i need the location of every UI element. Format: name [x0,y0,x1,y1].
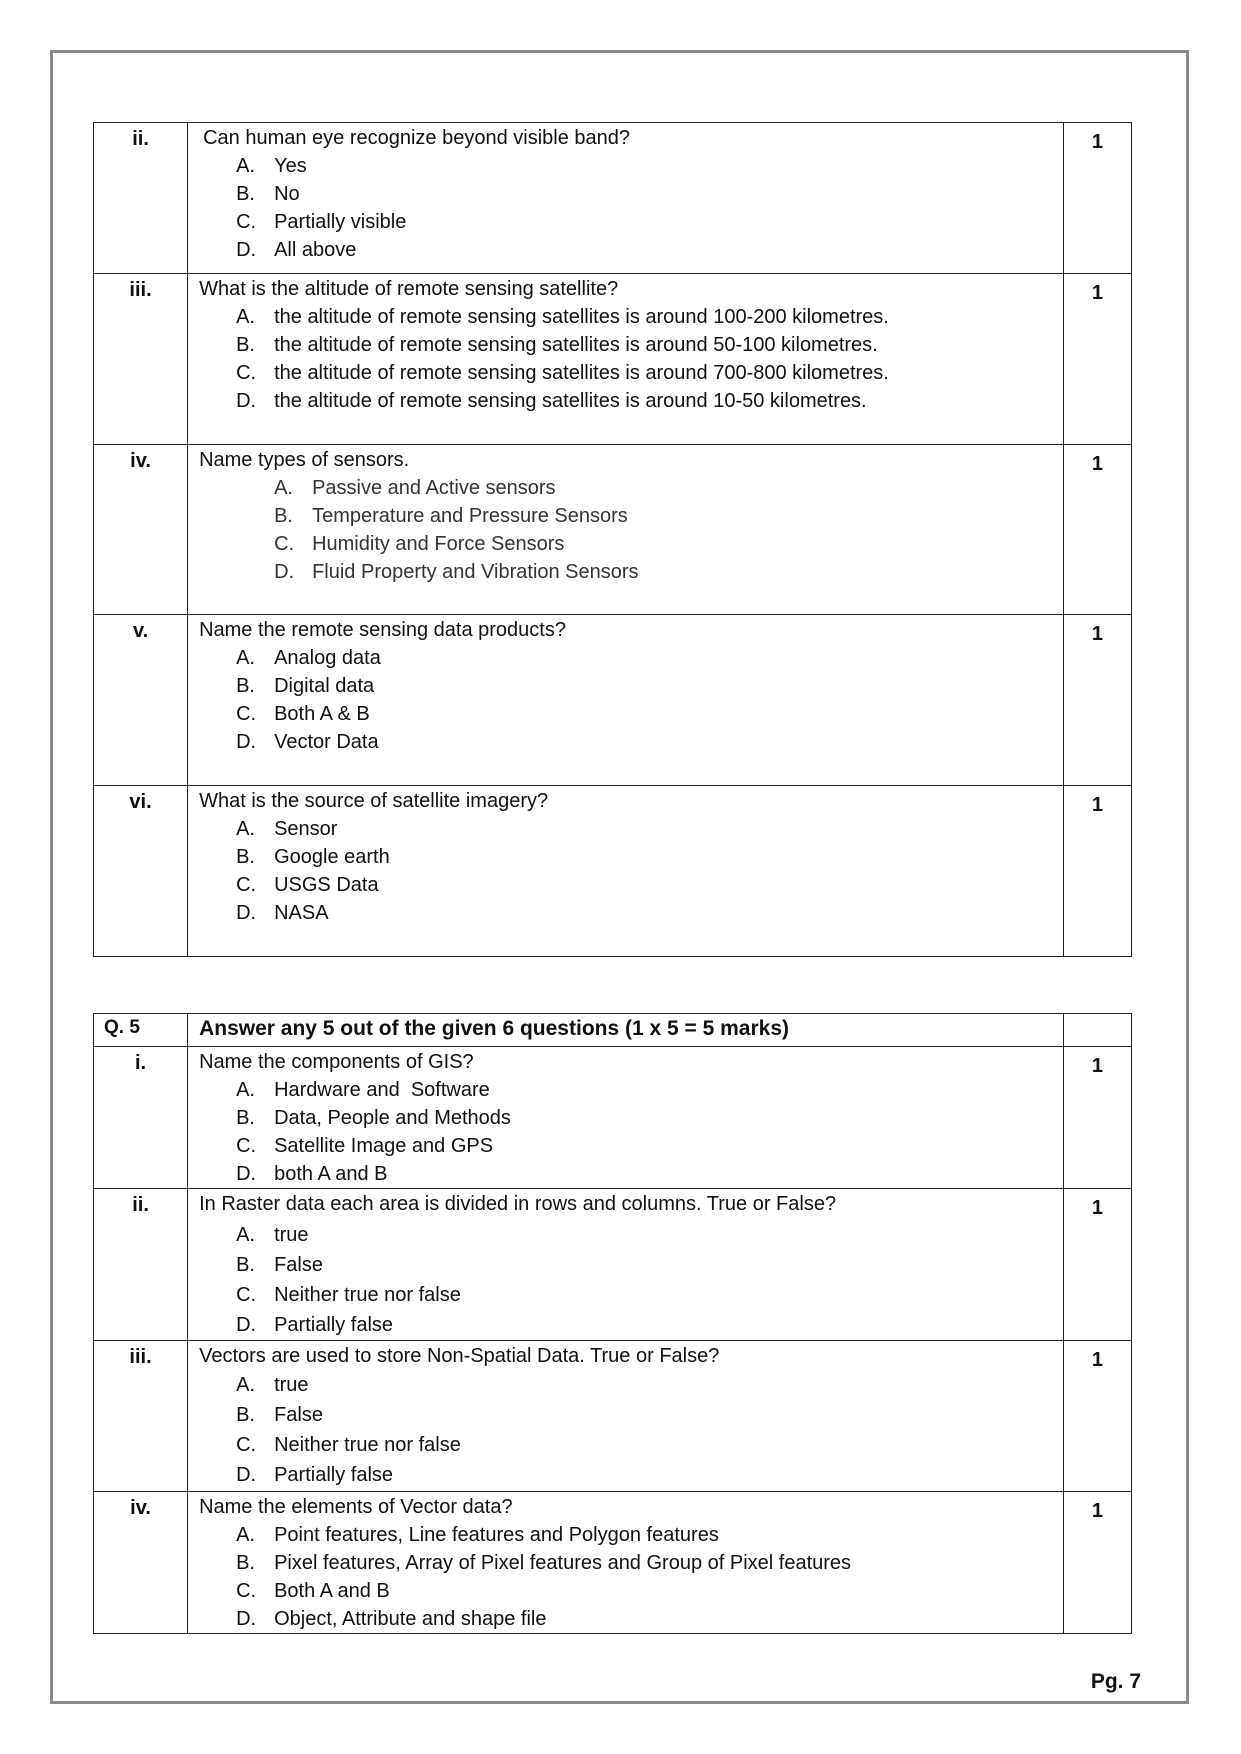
question-cell [188,786,1064,957]
option: B. Pixel features, Array of Pixel features and Group of Pixel features [236,1552,852,1574]
options-list [199,1521,1053,1633]
options-list [199,152,1053,264]
question-row [94,1492,1132,1634]
question-text: Can human eye recognize beyond visible band? [203,127,631,149]
option: C. Partially visible [236,211,407,233]
question-text: What is the source of satellite imagery? [199,790,549,812]
marks-cell: 1 [1063,445,1131,615]
option: B. Data, People and Methods [236,1107,511,1129]
option: A. Sensor [236,818,338,840]
question-text: Vectors are used to store Non-Spatial Data. True or False? [199,1345,720,1367]
option: C. USGS Data [236,874,379,896]
option: A. Passive and Active sensors [274,477,556,499]
question-text: What is the altitude of remote sensing satellite? [199,278,619,300]
question-row [94,123,1132,274]
marks-cell: 1 [1063,1492,1131,1634]
question-number: i. [94,1047,188,1189]
question-table-2 [93,1013,1132,1634]
options-list [199,1076,1053,1188]
question-row [94,1341,1132,1492]
option: B. the altitude of remote sensing satellites is around 50-100 kilometres. [236,334,878,356]
question-text: Name types of sensors. [199,449,410,471]
options-list [199,1370,1053,1490]
options-list [199,303,1053,415]
option: A. Hardware and Software [236,1079,490,1101]
question-table-1 [93,122,1132,957]
options-list [199,644,1053,756]
marks-cell: 1 [1063,274,1131,445]
option: C. Neither true nor false [236,1434,461,1456]
option: D. both A and B [236,1163,388,1185]
question-cell [188,1341,1064,1492]
option: D. Vector Data [236,731,379,753]
option: B. Google earth [236,846,390,868]
option: D. NASA [236,902,329,924]
option: B. No [236,183,300,205]
marks-cell: 1 [1063,615,1131,786]
option: C. Neither true nor false [236,1284,461,1306]
question-number: ii. [94,1189,188,1341]
option: B. False [236,1254,323,1276]
option: C. Humidity and Force Sensors [274,533,565,555]
question-number: iii. [94,1341,188,1492]
question-row [94,615,1132,786]
section-instruction: Answer any 5 out of the given 6 questions (1 x 5 = 5 marks) [188,1014,1064,1047]
question-number: vi. [94,786,188,957]
option: B. Temperature and Pressure Sensors [274,505,628,527]
option: A. Analog data [236,647,381,669]
question-row [94,274,1132,445]
option: A. true [236,1374,309,1396]
option: D. Partially false [236,1464,394,1486]
option: D. All above [236,239,357,261]
question-cell [188,1047,1064,1189]
question-row [94,1189,1132,1341]
question-number: ii. [94,123,188,274]
option: B. Digital data [236,675,375,697]
question-text: Name the elements of Vector data? [199,1496,513,1518]
question-cell [188,1189,1064,1341]
question-row [94,445,1132,615]
option: C. the altitude of remote sensing satellites is around 700-800 kilometres. [236,362,889,384]
marks-cell: 1 [1063,1341,1131,1492]
option: A. true [236,1224,309,1246]
option: A. the altitude of remote sensing satellites is around 100-200 kilometres. [236,306,889,328]
option: D. the altitude of remote sensing satellites is around 10-50 kilometres. [236,390,867,412]
question-cell [188,445,1064,615]
question-cell [188,274,1064,445]
section-header-row [94,1014,1132,1047]
question-row [94,786,1132,957]
question-number: iv. [94,445,188,615]
options-list [199,1218,1053,1340]
option: C. Satellite Image and GPS [236,1135,494,1157]
marks-cell [1063,1014,1131,1047]
question-text: Name the components of GIS? [199,1051,474,1073]
option: C. Both A & B [236,703,370,725]
question-number: iv. [94,1492,188,1634]
option: D. Fluid Property and Vibration Sensors [274,561,639,583]
option: A. Point features, Line features and Polygon features [236,1524,719,1546]
marks-cell: 1 [1063,786,1131,957]
question-cell [188,1492,1064,1634]
marks-cell: 1 [1063,1047,1131,1189]
question-text: Name the remote sensing data products? [199,619,566,641]
question-cell [188,615,1064,786]
option: D. Object, Attribute and shape file [236,1608,547,1630]
question-text: In Raster data each area is divided in rows and columns. True or False? [199,1193,837,1215]
question-number: iii. [94,274,188,445]
marks-cell: 1 [1063,1189,1131,1341]
option: B. False [236,1404,323,1426]
option: A. Yes [236,155,307,177]
question-row [94,1047,1132,1189]
page-number: Pg. 7 [1090,1670,1141,1693]
question-number: v. [94,615,188,786]
option: C. Both A and B [236,1580,390,1602]
marks-cell: 1 [1063,123,1131,274]
options-list [199,815,1053,927]
question-cell [188,123,1064,274]
section-number: Q. 5 [94,1014,188,1047]
options-list [199,474,1053,586]
option: D. Partially false [236,1314,394,1336]
